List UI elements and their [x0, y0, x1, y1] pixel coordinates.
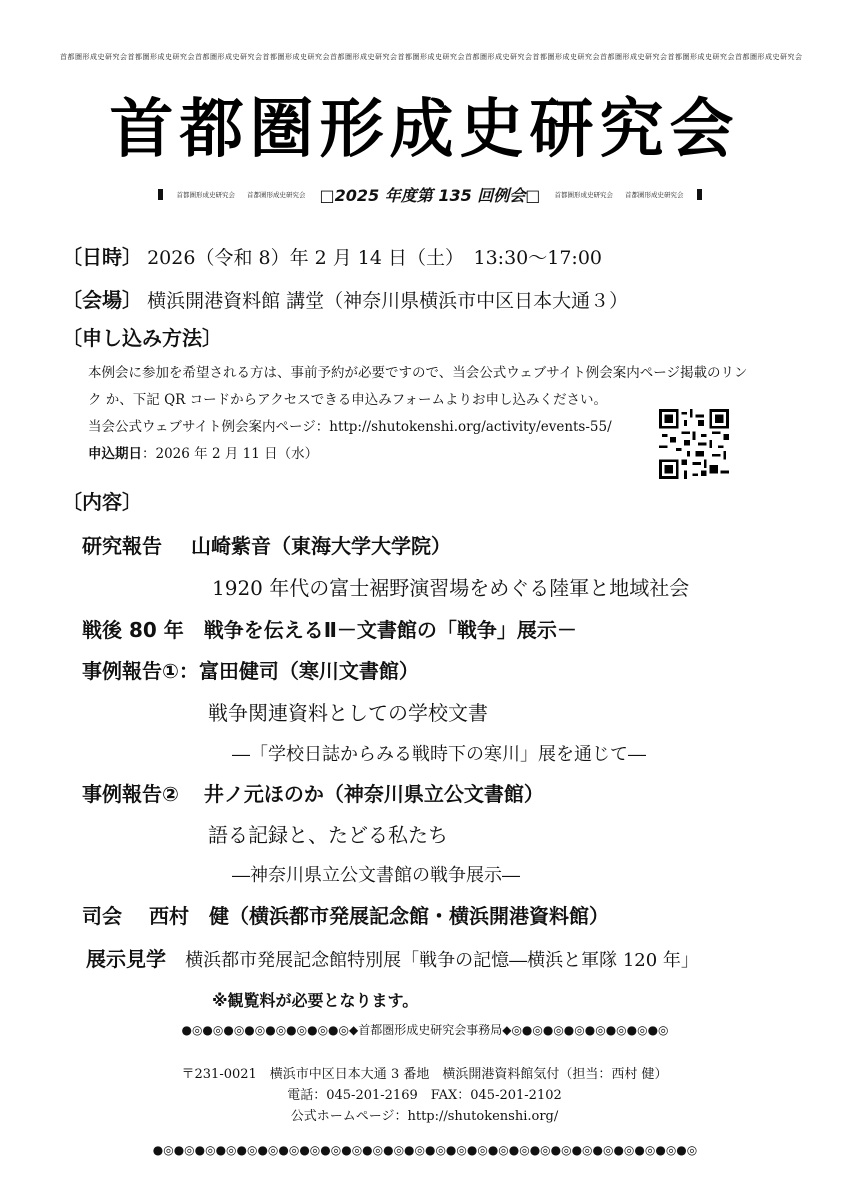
tiny-text: 首都圏形成史研究会 [330, 53, 398, 61]
tiny-text: 首都圏形成史研究会 [397, 53, 465, 61]
tiny-text: 首都圏形成史研究会 [465, 53, 533, 61]
research-speaker: 山崎紫音（東海大学大学院） [190, 534, 451, 558]
office-address: 〒231-0021 横浜市中区日本大通 3 番地 横浜開港資料館気付（担当：西村 健） [181, 1067, 668, 1082]
exhibit-row [86, 943, 699, 972]
case1-label: 事例報告①： [82, 659, 199, 683]
research-row [82, 530, 451, 559]
exhibit-text: 横浜都市発展記念館特別展「戦争の記憶―横浜と軍隊 120 年」 [185, 950, 699, 971]
case1-speaker: 富田健司（寒川文書館） [198, 659, 419, 683]
chair-name: 西村 健（横浜都市発展記念館・横浜開港資料館） [148, 904, 609, 928]
header-tiny-strip [60, 52, 803, 62]
tiny-text: 首都圏形成史研究会 [127, 53, 195, 61]
tiny-text: 首都圏形成史研究会 [735, 53, 803, 61]
deadline-label: 申込期日 [88, 446, 142, 462]
research-title: 1920 年代の富士裾野演習場をめぐる陸軍と地域社会 [212, 576, 690, 600]
meeting-number: □2025 年度第 135 回例会□ [319, 186, 541, 205]
tiny-text: 首都圏形成史研究会 [247, 191, 306, 199]
datetime-label: 〔日時〕 [62, 245, 142, 269]
tiny-text: 首都圏形成史研究会 [554, 191, 613, 199]
venue-label: 〔会場〕 [62, 288, 142, 312]
office-divider: ●◎●◎●◎●◎●◎●◎●◎●◎◆首都圏形成史研究会事務局◆◎●◎●◎●◎●◎●◎●◎●◎ [181, 1023, 669, 1037]
square-icon [697, 189, 702, 200]
chair-label: 司会 [82, 904, 122, 928]
case2-title: 語る記録と、たどる私たち [208, 823, 448, 847]
tiny-text: 首都圏形成史研究会 [262, 53, 330, 61]
case1-row [82, 655, 419, 684]
tiny-text: 首都圏形成史研究会 [600, 53, 668, 61]
deadline-row [88, 442, 318, 462]
exhibit-note: ※観覧料が必要となります。 [212, 991, 419, 1010]
square-icon [158, 189, 163, 200]
page-title: 首都圏形成史研究会 [109, 92, 740, 167]
datetime-row [62, 241, 602, 270]
bottom-divider: ●◎●◎●◎●◎●◎●◎●◎●◎●◎●◎●◎●◎●◎●◎●◎●◎●◎●◎●◎●◎●◎●◎●◎●◎●◎●◎ [152, 1143, 698, 1157]
exhibit-label: 展示見学 [86, 947, 166, 971]
case2-subtitle: ―神奈川県立公文書館の戦争展示― [232, 865, 520, 886]
apply-label: 〔申し込み方法〕 [62, 326, 222, 350]
content-label: 〔内容〕 [62, 490, 142, 514]
venue-row [62, 284, 628, 313]
venue-value: 横浜開港資料館 講堂（神奈川県横浜市中区日本大通３） [147, 290, 629, 312]
meeting-line [150, 183, 710, 206]
tiny-text: 首都圏形成史研究会 [176, 191, 236, 199]
office-website[interactable]: 公式ホームページ：http://shutokenshi.org/ [290, 1109, 559, 1124]
tiny-text: 首都圏形成史研究会 [624, 191, 684, 199]
tiny-text: 首都圏形成史研究会 [667, 53, 735, 61]
case1-title: 戦争関連資料としての学校文書 [208, 701, 488, 725]
research-label: 研究報告 [82, 534, 162, 558]
tiny-text: 首都圏形成史研究会 [60, 53, 128, 61]
tiny-text: 首都圏形成史研究会 [195, 53, 263, 61]
apply-url[interactable]: 当会公式ウェブサイト例会案内ページ：http://shutokenshi.org/activity/events-55/ [88, 419, 612, 435]
case2-row [82, 778, 544, 807]
apply-text-1: 本例会に参加を希望される方は、事前予約が必要ですので、当会公式ウェブサイト例会案内ページ掲載のリン [88, 365, 748, 381]
case2-speaker: 井ノ元ほのか（神奈川県立公文書館） [203, 782, 544, 806]
case1-subtitle: ―「学校日誌からみる戦時下の寒川」展を通じて― [232, 744, 646, 765]
deadline-value: ：2026 年 2 月 11 日（水） [142, 446, 319, 462]
chair-row [82, 900, 609, 929]
case2-label: 事例報告② [82, 782, 179, 806]
apply-text-2: ク か、下記 QR コードからアクセスできる申込みフォームよりお申し込みください。 [88, 392, 608, 408]
qr-code[interactable] [659, 409, 729, 479]
office-phone: 電話：045-201-2169 FAX：045-201-2102 [287, 1088, 562, 1103]
tiny-text: 首都圏形成史研究会 [532, 53, 600, 61]
datetime-value: 2026（令和 8）年 2 月 14 日（土） 13:30～17:00 [147, 247, 603, 269]
theme-title: 戦後 80 年 戦争を伝えるⅡ－文書館の「戦争」展示－ [82, 618, 577, 642]
